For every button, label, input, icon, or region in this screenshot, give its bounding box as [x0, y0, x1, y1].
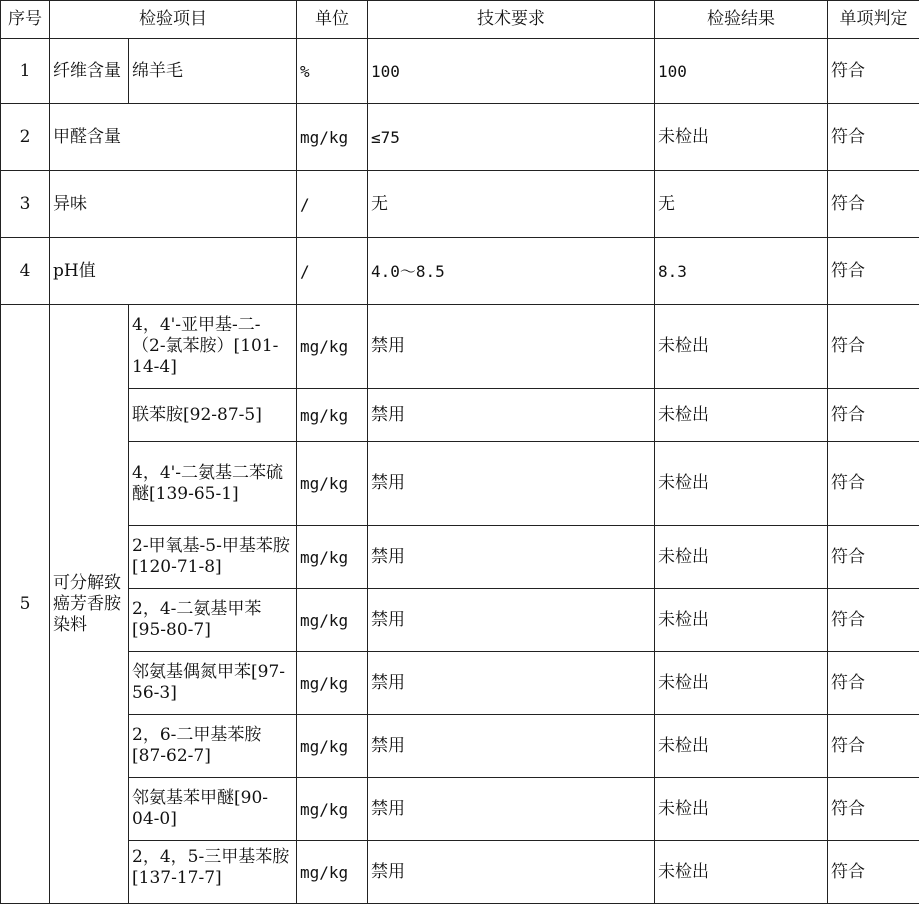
row-subitem: 邻氨基苯甲醚[90-04-0]	[129, 778, 297, 841]
table-row	[1, 442, 919, 526]
row-result: 未检出	[655, 526, 828, 589]
row-no: 1	[1, 39, 50, 104]
row-requirement: 禁用	[368, 389, 655, 442]
row-subitem: 2，4，5-三甲基苯胺[137-17-7]	[129, 841, 297, 904]
table-row	[1, 104, 919, 171]
row-result: 未检出	[655, 442, 828, 526]
row-subitem: 2，4-二氨基甲苯[95-80-7]	[129, 589, 297, 652]
row-no: 3	[1, 171, 50, 238]
row-judgement: 符合	[828, 305, 919, 389]
row-judgement: 符合	[828, 442, 919, 526]
row-subitem: 2，6-二甲基苯胺[87-62-7]	[129, 715, 297, 778]
row-item: 甲醛含量	[50, 104, 297, 171]
header-item: 检验项目	[50, 1, 297, 39]
table-row	[1, 39, 919, 104]
row-requirement: 禁用	[368, 778, 655, 841]
table-row	[1, 305, 919, 389]
row-result: 未检出	[655, 104, 828, 171]
row-result: 未检出	[655, 589, 828, 652]
row-unit: mg/kg	[297, 652, 368, 715]
row-unit: mg/kg	[297, 778, 368, 841]
row-requirement: 禁用	[368, 841, 655, 904]
row-judgement: 符合	[828, 389, 919, 442]
row-judgement: 符合	[828, 778, 919, 841]
row-result: 无	[655, 171, 828, 238]
group-item: 可分解致癌芳香胺染料	[50, 305, 129, 904]
table-row	[1, 841, 919, 904]
header-unit: 单位	[297, 1, 368, 39]
row-unit: /	[297, 171, 368, 238]
row-judgement: 符合	[828, 715, 919, 778]
row-subitem: 绵羊毛	[129, 39, 297, 104]
row-requirement: 禁用	[368, 589, 655, 652]
row-unit: mg/kg	[297, 442, 368, 526]
table-row	[1, 715, 919, 778]
row-requirement: 禁用	[368, 526, 655, 589]
header-no: 序号	[1, 1, 50, 39]
row-no: 4	[1, 238, 50, 305]
row-subitem: 4，4'-二氨基二苯硫醚[139-65-1]	[129, 442, 297, 526]
row-subitem: 4，4'-亚甲基-二-（2-氯苯胺）[101-14-4]	[129, 305, 297, 389]
row-no: 2	[1, 104, 50, 171]
row-result: 未检出	[655, 715, 828, 778]
row-unit: mg/kg	[297, 715, 368, 778]
group-no: 5	[1, 305, 50, 904]
row-judgement: 符合	[828, 104, 919, 171]
row-item: pH值	[50, 238, 297, 305]
row-subitem: 联苯胺[92-87-5]	[129, 389, 297, 442]
table-row	[1, 389, 919, 442]
row-requirement: 禁用	[368, 305, 655, 389]
row-unit: mg/kg	[297, 305, 368, 389]
header-requirement: 技术要求	[368, 1, 655, 39]
row-unit: %	[297, 39, 368, 104]
row-unit: mg/kg	[297, 104, 368, 171]
row-unit: mg/kg	[297, 389, 368, 442]
row-unit: /	[297, 238, 368, 305]
row-judgement: 符合	[828, 589, 919, 652]
row-unit: mg/kg	[297, 526, 368, 589]
row-result: 未检出	[655, 389, 828, 442]
table-row	[1, 589, 919, 652]
row-requirement: 禁用	[368, 652, 655, 715]
row-requirement: 100	[368, 39, 655, 104]
row-judgement: 符合	[828, 841, 919, 904]
row-judgement: 符合	[828, 238, 919, 305]
row-requirement: 4.0～8.5	[368, 238, 655, 305]
table-row	[1, 526, 919, 589]
row-result: 8.3	[655, 238, 828, 305]
header-result: 检验结果	[655, 1, 828, 39]
row-unit: mg/kg	[297, 589, 368, 652]
table-row	[1, 171, 919, 238]
row-subitem: 2-甲氧基-5-甲基苯胺[120-71-8]	[129, 526, 297, 589]
header-row	[1, 1, 919, 39]
row-result: 未检出	[655, 841, 828, 904]
table-row	[1, 238, 919, 305]
row-item: 纤维含量	[50, 39, 129, 104]
table-row	[1, 652, 919, 715]
row-requirement: 禁用	[368, 442, 655, 526]
row-item: 异味	[50, 171, 297, 238]
row-requirement: 禁用	[368, 715, 655, 778]
row-judgement: 符合	[828, 526, 919, 589]
table-row	[1, 778, 919, 841]
row-unit: mg/kg	[297, 841, 368, 904]
row-result: 未检出	[655, 305, 828, 389]
row-judgement: 符合	[828, 39, 919, 104]
row-subitem: 邻氨基偶氮甲苯[97-56-3]	[129, 652, 297, 715]
row-result: 100	[655, 39, 828, 104]
header-judgement: 单项判定	[828, 1, 919, 39]
row-result: 未检出	[655, 652, 828, 715]
row-requirement: ≤75	[368, 104, 655, 171]
row-judgement: 符合	[828, 652, 919, 715]
row-result: 未检出	[655, 778, 828, 841]
row-requirement: 无	[368, 171, 655, 238]
row-judgement: 符合	[828, 171, 919, 238]
